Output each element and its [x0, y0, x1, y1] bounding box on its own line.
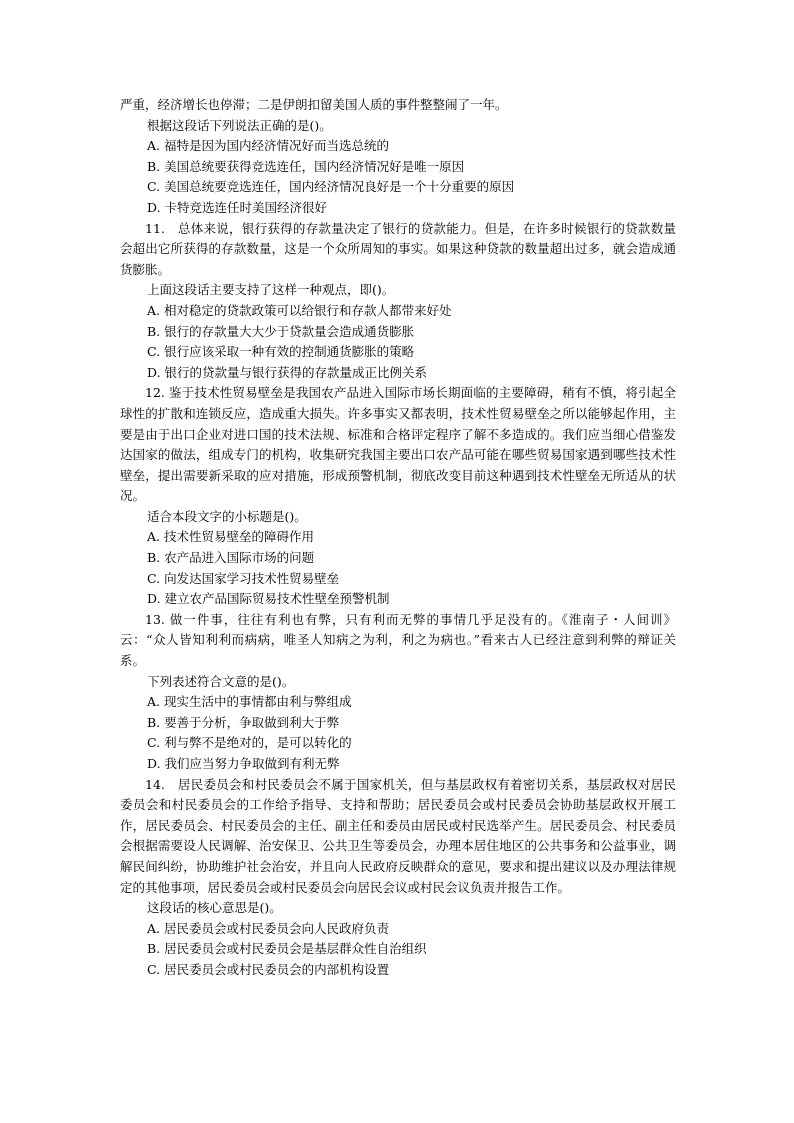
q11-option-a: A. 相对稳定的贷款政策可以给银行和存款人都带来好处 — [147, 302, 452, 318]
q10-option-c: C. 美国总统要竞选连任，国内经济情况良好是一个十分重要的原因 — [147, 179, 515, 195]
q13-passage: 13. 做一件事，往往有利也有弊，只有利而无弊的事情几乎足没有的。《淮南子・人间训》云：“众人皆知利利而病病，唯圣人知病之为利，利之为病也。”看来古人已经注意到利弊的辩证关系。 — [120, 611, 676, 669]
q14-option-c: C. 居民委员会或村民委员会的内部机构设置 — [147, 961, 390, 977]
q14-option-a: A. 居民委员会或村民委员会向人民政府负责 — [147, 920, 389, 936]
q13-option-c: C. 利与弊不是绝对的，是可以转化的 — [147, 735, 352, 751]
q13-option-d: D. 我们应当努力争取做到有利无弊 — [147, 756, 340, 771]
q14-option-b: B. 居民委员会或村民委员会是基层群众性自治组织 — [147, 941, 427, 957]
q14-passage: 14. 居民委员会和村民委员会不属于国家机关，但与基层政权有着密切关系，基层政权对居民委员会和村民委员会的工作给予指导、支持和帮助；居民委员会或村民委员会协助基层政权开展工作，居民委员会、村民委员会的主任、副主任和委员由居民或村民选举产生。居民委员会、村民委员会根据需要设人民调解、治安保卫、公共卫生等委员会，办理本居住地区的公共事务和公益事业，调解民间纠纷，协助维护社会治安，并且向人民政府反映群众的意见，要求和提出建议以及办理法律规定的其他事项，居民委员会或村民委员会向居民会议或村民会议负责并报告工作。 — [120, 776, 676, 895]
q11-option-b: B. 银行的存款量大大少于贷款量会造成通货膨胀 — [147, 323, 415, 339]
q12-option-a: A. 技术性贸易壁垒的障碍作用 — [147, 529, 314, 545]
q13-stem: 下列表述符合文意的是()。 — [147, 673, 295, 689]
q11-passage: 11. 总体来说，银行获得的存款量决定了银行的贷款能力。但是，在许多时候银行的贷款数量会超出它所获得的存款数量，这是一个众所周知的事实。如果这种贷款的数量超出过多，就会造成通货膨胀。 — [120, 220, 676, 277]
q12-stem: 适合本段文字的小标题是()。 — [147, 508, 307, 524]
q12-option-c: C. 向发达国家学习技术性贸易壁垒 — [147, 570, 340, 586]
q12-option-b: B. 农产品进入国际市场的问题 — [147, 550, 315, 566]
q14-stem: 这段话的核心意思是()。 — [147, 900, 282, 916]
q10-stem: 根据这段话下列说法正确的是()。 — [147, 117, 332, 133]
q10-option-b: B. 美国总统要获得竞选连任，国内经济情况好是唯一原因 — [147, 158, 465, 174]
q12-passage: 12. 鉴于技术性贸易壁垒是我国农产品进入国际市场长期面临的主要障碍，稍有不慎，将引起全球性的扩散和连锁反应，造成重大损失。许多事实又都表明，技术性贸易壁垒之所以能够起作用，主要是由于出口企业对进口国的技术法规、标准和合格评定程序了解不多造成的。我们应当细心借鉴发达国家的做法，组成专门的机构，收集研究我国主要出口农产品可能在哪些贸易国家遇到哪些技术性壁垒，提出需要新采取的应对措施，形成预警机制，彻底改变目前这种遇到技术性壁垒无所适从的状况。 — [120, 385, 676, 504]
q11-option-d: D. 银行的贷款量与银行获得的存款量成正比例关系 — [147, 364, 428, 380]
q13-option-b: B. 要善于分析，争取做到利大于弊 — [147, 714, 340, 730]
q11-option-c: C. 银行应该采取一种有效的控制通货膨胀的策略 — [147, 344, 415, 360]
q13-option-a: A. 现实生活中的事情都由利与弊组成 — [147, 694, 352, 710]
document-page — [120, 95, 676, 981]
q10-option-d: D. 卡特竞选连任时美国经济很好 — [147, 199, 328, 215]
q11-stem: 上面这段话主要支持了这样一种观点，即()。 — [147, 282, 395, 298]
q10-option-a: A. 福特是因为国内经济情况好而当选总统的 — [147, 138, 389, 154]
intro-tail: 严重，经济增长也停滞；二是伊朗扣留美国人质的事件整整闹了一年。 — [120, 97, 508, 112]
q12-option-d: D. 建立农产品国际贸易技术性壁垒预警机制 — [147, 591, 390, 607]
